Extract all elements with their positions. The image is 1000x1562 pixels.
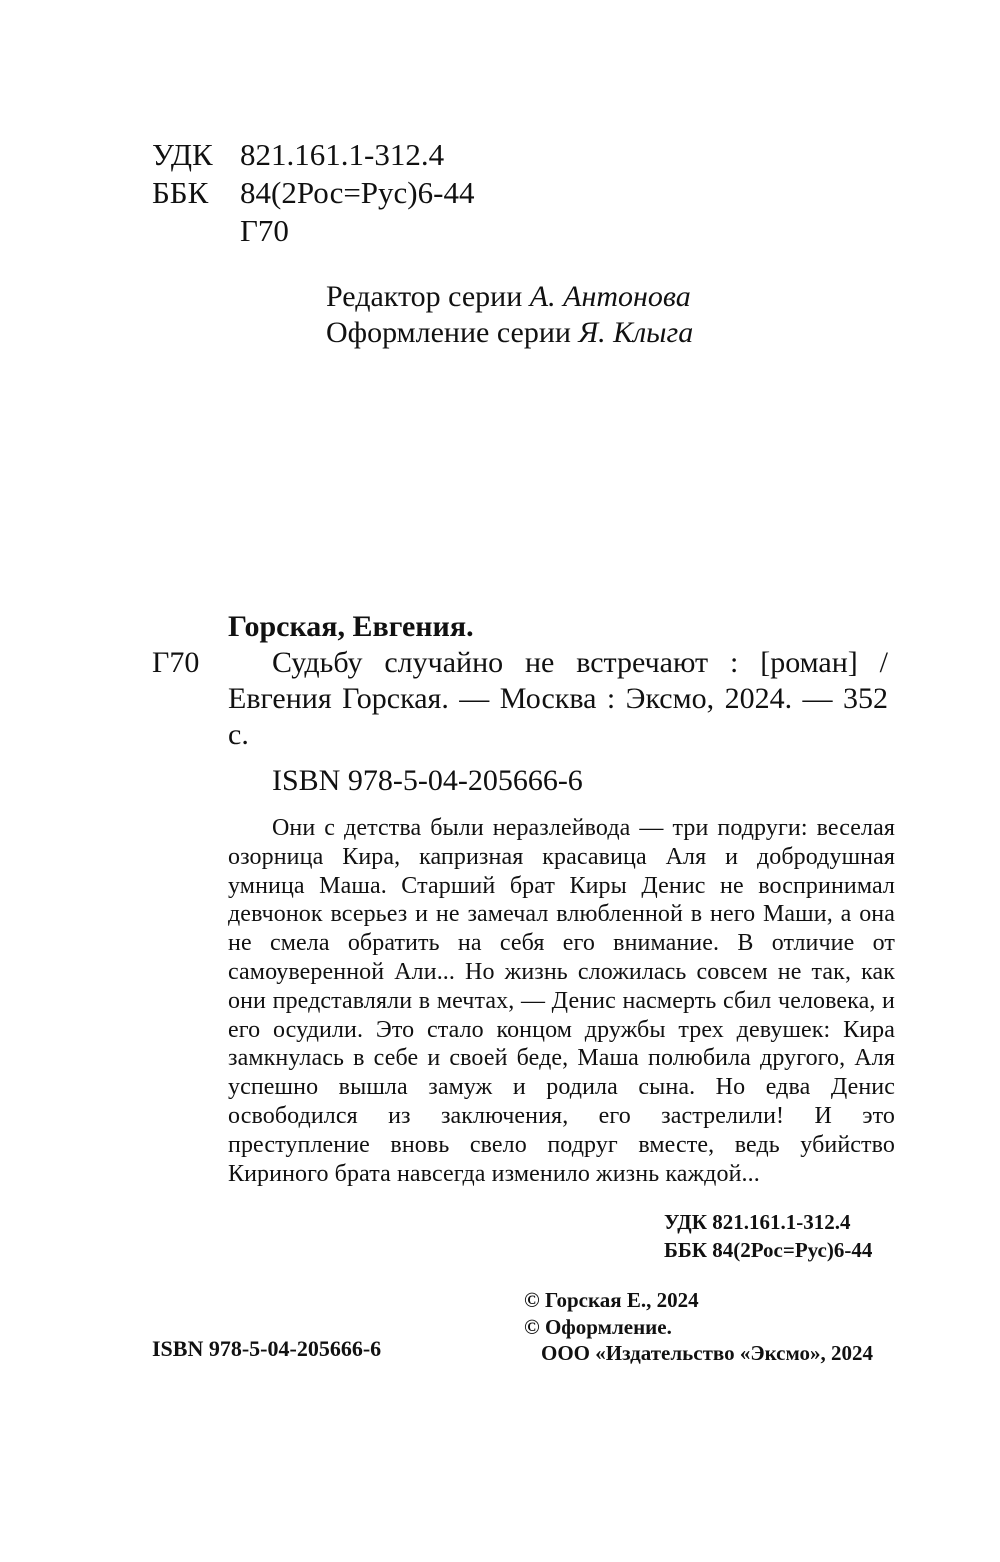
copyright-design: © Оформление. (524, 1315, 672, 1339)
design-credit (326, 315, 693, 351)
entry-author: Горская, Евгения. (228, 610, 474, 643)
copyright-author: © Горская Е., 2024 (524, 1288, 699, 1312)
bibliographic-description: Судьбу случайно не встречают : [роман] / Евгения Горская. — Москва : Эксмо, 2024. — 352 с. (228, 646, 888, 751)
udk-value: 821.161.1-312.4 (240, 137, 445, 172)
annotation-text: Они с детства были неразлейвода — три подруги: веселая озорница Кира, капризная красавица Аля и добродушная умница Маша. Старший брат Киры Денис не воспринимал девчонок всерьез и не замечал влюбленной в него Маши, а она не смела обратить на себя его внимание. В отличие от самоуверенной Али... Но жизнь сложилась совсем не так, как они представляли в мечтах, — Денис насмерть сбил человека, и его осудили. Это стало концом дружбы трех девушек: Кира замкнулась в себе и своей беде, Маша полюбила другого, Аля успешно вышла замуж и родила сына. Но едва Денис освободился из заключения, его застрелили! И это преступление вновь свело подруг вместе, ведь убийство Кириного брата навсегда изменило жизнь каждой... (228, 815, 895, 1187)
design-role: Оформление серии (326, 316, 571, 349)
entry-isbn: ISBN 978-5-04-205666-6 (272, 764, 583, 797)
author-code-line (152, 212, 289, 250)
author-code-top: Г70 (240, 213, 289, 248)
udk-line (152, 136, 444, 174)
copyright-publisher: ООО «Издательство «Эксмо», 2024 (541, 1341, 874, 1365)
design-name: Я. Клыга (578, 316, 694, 349)
bbk-value: 84(2Рос=Рус)6-44 (240, 175, 475, 210)
bbk-label: ББК (152, 175, 209, 210)
footer-isbn: ISBN 978-5-04-205666-6 (152, 1336, 382, 1361)
editor-role: Редактор серии (326, 280, 523, 313)
entry-code: Г70 (152, 646, 200, 679)
udk-label: УДК (152, 137, 213, 172)
bbk-line (152, 174, 474, 212)
footer-bbk: ББК 84(2Рос=Рус)6-44 (664, 1238, 873, 1262)
editor-credit (326, 279, 691, 315)
footer-udk: УДК 821.161.1-312.4 (664, 1210, 851, 1234)
editor-name: А. Антонова (529, 280, 691, 313)
